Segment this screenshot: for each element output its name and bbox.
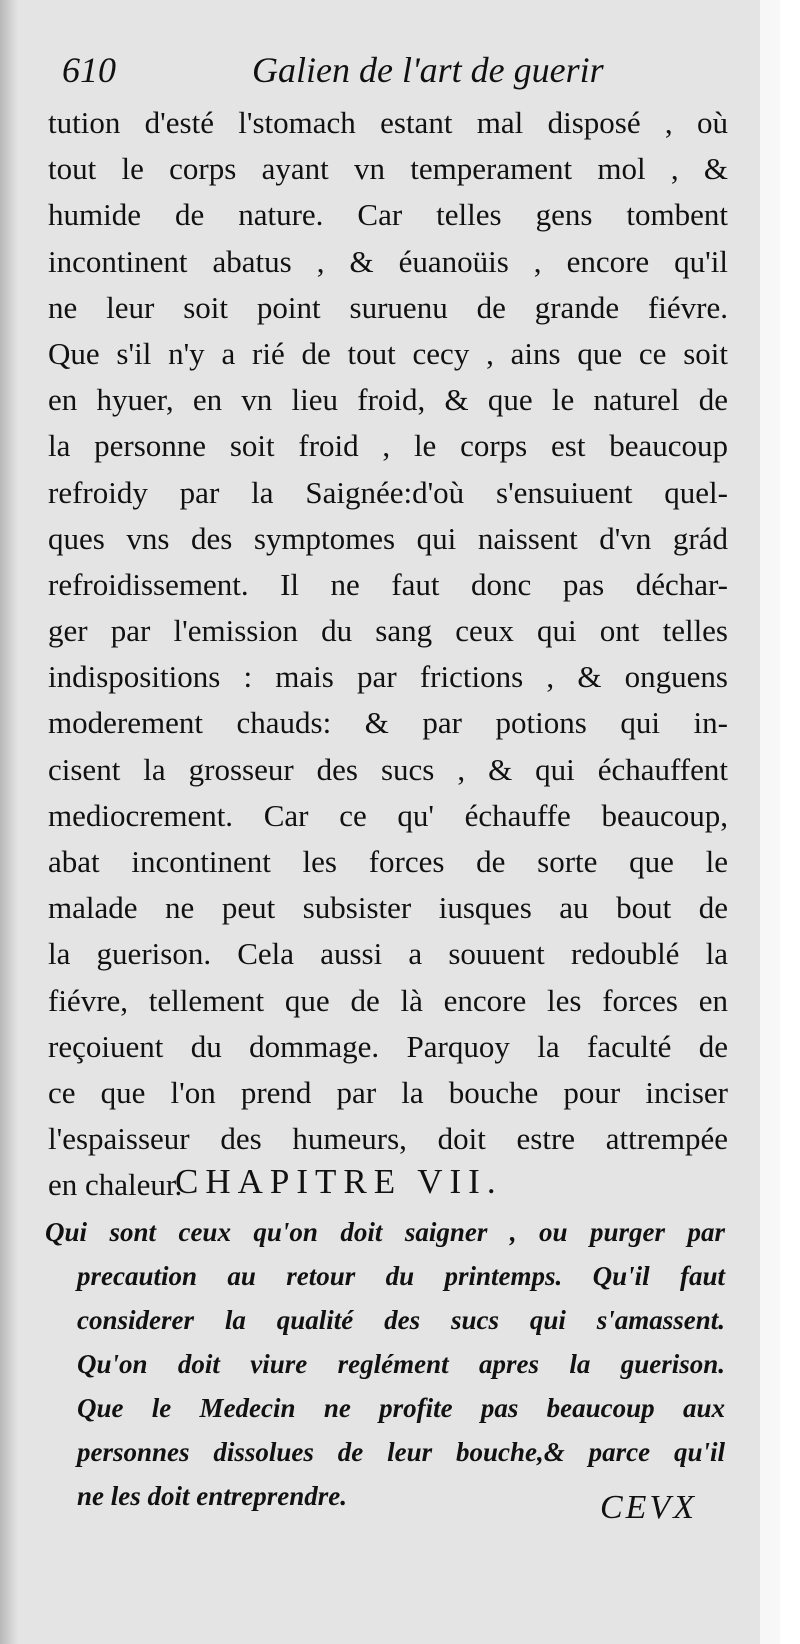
summary-line: ne les doit entreprendre. bbox=[77, 1481, 347, 1511]
text-line: tout le corps ayant vn temperament mol , & bbox=[48, 151, 728, 187]
running-title: Galien de l'art de guerir bbox=[252, 50, 604, 90]
text-line: abat incontinent les forces de sorte que le bbox=[48, 844, 728, 879]
text-line: ger par l'emission du sang ceux qui ont telles bbox=[48, 613, 728, 649]
catchword: CEVX bbox=[600, 1489, 697, 1526]
text-line: cisent la grosseur des sucs , & qui échauffent bbox=[48, 751, 728, 787]
text-line: en chaleur. bbox=[48, 1167, 183, 1203]
text-line: malade ne peut subsister iusques au bout de bbox=[48, 890, 728, 926]
text-line: refroidy par la Saignée:d'où s'ensuiuent quel- bbox=[48, 474, 728, 510]
chapter-heading: CHAPITRE VII. bbox=[175, 1162, 503, 1201]
text-line: en hyuer, en vn lieu froid, & que le naturel de bbox=[48, 382, 728, 418]
gutter-shadow bbox=[0, 0, 18, 1644]
text-line: incontinent abatus , & éuanoüis , encore qu'il bbox=[48, 243, 728, 279]
summary-line: Que le Medecin ne profite pas beaucoup aux bbox=[77, 1393, 725, 1423]
text-line: l'espaisseur des humeurs, doit estre attrempée bbox=[48, 1121, 728, 1157]
summary-line: personnes dissolues de leur bouche,& parce qu'il bbox=[77, 1437, 725, 1467]
text-line: ques vns des symptomes qui naissent d'vn grád bbox=[48, 520, 728, 556]
text-line: ce que l'on prend par la bouche pour inciser bbox=[48, 1074, 728, 1110]
text-line: tution d'esté l'stomach estant mal disposé , où bbox=[48, 105, 728, 140]
text-line: mediocrement. Car ce qu' échauffe beaucoup, bbox=[48, 797, 728, 833]
body-text bbox=[48, 100, 728, 1209]
summary-line: precaution au retour du printemps. Qu'il faut bbox=[77, 1261, 725, 1291]
text-line: indispositions : mais par frictions , & onguens bbox=[48, 659, 728, 695]
text-line: la guerison. Cela aussi a souuent redoublé la bbox=[48, 936, 728, 972]
summary-line: considerer la qualité des sucs qui s'amassent. bbox=[77, 1305, 725, 1335]
text-line: Que s'il n'y a rié de tout cecy , ains que ce soit bbox=[48, 335, 728, 371]
running-head bbox=[62, 50, 682, 90]
text-line: humide de nature. Car telles gens tombent bbox=[48, 197, 728, 233]
summary-line: Qu'on doit viure reglément apres la guerison. bbox=[77, 1349, 725, 1379]
text-line: reçoiuent du dommage. Parquoy la faculté de bbox=[48, 1028, 728, 1064]
text-line: fiévre, tellement que de là encore les forces en bbox=[48, 982, 728, 1018]
chapter-summary bbox=[45, 1210, 725, 1518]
page-edge bbox=[760, 0, 780, 1644]
text-line: la personne soit froid , le corps est beaucoup bbox=[48, 428, 728, 464]
summary-line: Qui sont ceux qu'on doit saigner , ou purger par bbox=[45, 1217, 725, 1247]
text-line: refroidissement. Il ne faut donc pas déchar- bbox=[48, 566, 728, 602]
page-number: 610 bbox=[62, 50, 116, 90]
text-line: ne leur soit point suruenu de grande fiévre. bbox=[48, 289, 728, 325]
text-line: moderement chauds: & par potions qui in- bbox=[48, 705, 728, 741]
